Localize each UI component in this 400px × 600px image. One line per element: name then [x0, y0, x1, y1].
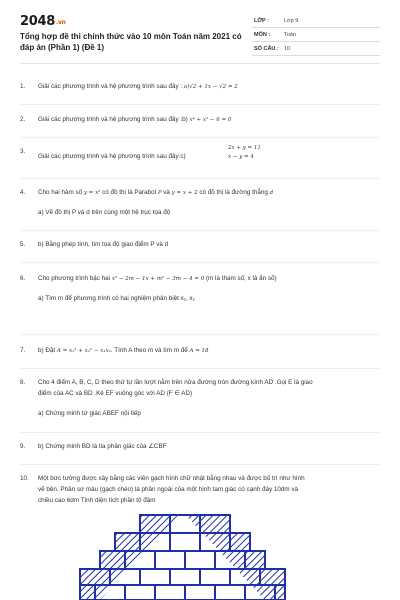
- question-10-line-3: chiều cao 6dm Tính diện tích phần tô đậm: [38, 497, 156, 504]
- divider: [20, 334, 380, 335]
- question-4-part-a: a) Vẽ đồ thị P và d trên cùng một hệ trục tọa độ: [38, 209, 171, 216]
- question-8-line-2: điểm của AC và BD .Kẻ EF vuông góc với AD (F ∈ AD): [38, 390, 193, 397]
- divider: [20, 262, 380, 263]
- divider: [20, 137, 380, 138]
- divider: [20, 432, 380, 433]
- divider: [20, 230, 380, 231]
- site-logo[interactable]: 2048.vn: [20, 14, 66, 29]
- divider: [20, 464, 380, 465]
- page-header: [0, 0, 400, 64]
- meta-table: [252, 14, 380, 56]
- question-8-part-a: a) Chứng minh tứ giác ABEF nội tiếp: [38, 410, 141, 417]
- header-divider: [20, 63, 380, 64]
- document-title: Tổng hợp đề thi chính thức vào 10 môn Toán năm 2021 có đáp án (Phần 1) (Đề 1): [20, 32, 242, 52]
- question-10-line-2: vẽ bên. Phần sơ màu (gạch chéo) là phần ngoài của một hình tam giác có cạnh đáy 10dm và: [38, 486, 299, 493]
- divider: [20, 178, 380, 179]
- divider: [20, 368, 380, 369]
- meta-row-count: SỐ CÂU : 10: [252, 42, 380, 56]
- meta-row-subject: MÔN : Toán: [252, 28, 380, 42]
- meta-row-grade: LỚP : Lớp 9: [252, 14, 380, 28]
- question-6-part-a: a) Tìm m để phương trình có hai nghiệm phân biệt x₁, x₂: [38, 295, 196, 302]
- brick-wall-figure: [60, 505, 310, 600]
- divider: [20, 104, 380, 105]
